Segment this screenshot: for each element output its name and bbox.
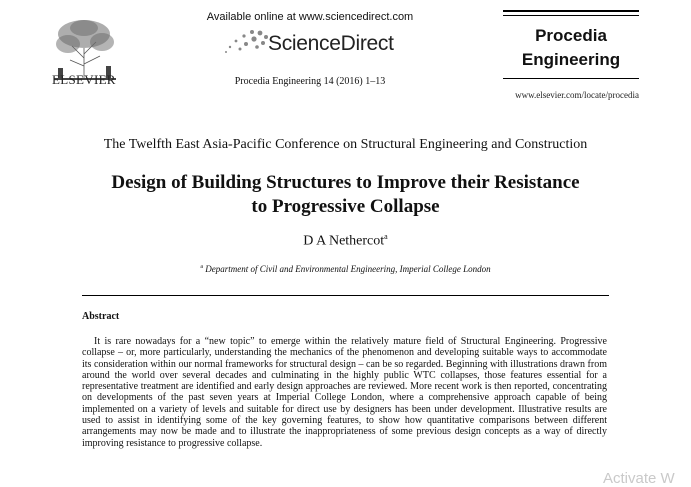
journal-box-top-rule-thin: [503, 15, 639, 16]
sciencedirect-wordmark: ScienceDirect: [268, 32, 394, 55]
activation-watermark: Activate W: [603, 470, 675, 487]
conference-name: The Twelfth East Asia-Pacific Conference on Structural Engineering and Construction: [103, 137, 588, 152]
journal-reference: Procedia Engineering 14 (2016) 1–13: [234, 76, 386, 87]
journal-title: [503, 24, 639, 72]
journal-url[interactable]: www.elsevier.com/locate/procedia: [515, 90, 639, 100]
abstract-heading: Abstract: [82, 311, 120, 322]
author-name: D A Nethercot: [303, 233, 385, 249]
abstract-body: It is rare nowadays for a “new topic” to emerge within the relatively mature field of Structural Engineering. Progressive collapse – or, more particularly, understanding the mechanics of the phenomenon and developing suitable ways to accommodate its consideration within our normal frameworks for structural design – can be so regarded. Beginning with illustrations drawn from around the world over several decades and culminating in the highly public WTC collapses, those features essential for a representative treatment are identified and early design approaches are reviewed. More recent work is then reported, concentrating on developments of the past seven years at Imperial College London, where a comprehensive approach capable of being implemented on a variety of levels and suitable for direct use by designers has been under development. Illustrative results are used to assist in identifying some of the key governing features, to show how quantitative comparisons between different arrangements may now be made and to illustrate the inappropriateness of some previous design concepts as a way of directly improving resistance to progressive collapse.: [82, 336, 607, 449]
affiliation-mark: a: [200, 264, 204, 270]
publisher-name: ELSEVIER: [52, 72, 116, 87]
journal-box-bottom-rule: [503, 78, 639, 79]
author-line: [0, 232, 691, 250]
abstract-divider: [82, 295, 609, 296]
journal-box-top-rule: [503, 10, 639, 12]
sciencedirect-dots-icon: [222, 28, 270, 54]
author-affiliation-mark: a: [384, 232, 388, 241]
paper-title: [60, 171, 631, 219]
paper-title-line1: Design of Building Structures to Improve their Resistance: [111, 172, 580, 193]
journal-title-line1: Procedia: [535, 26, 607, 45]
journal-title-line2: Engineering: [521, 50, 621, 69]
affiliation-text: Department of Civil and Environmental Engineering, Imperial College London: [205, 264, 491, 274]
available-online-text: Available online at www.sciencedirect.com: [206, 11, 414, 23]
affiliation-line: [0, 264, 691, 274]
paper-title-line2: to Progressive Collapse: [251, 196, 440, 217]
